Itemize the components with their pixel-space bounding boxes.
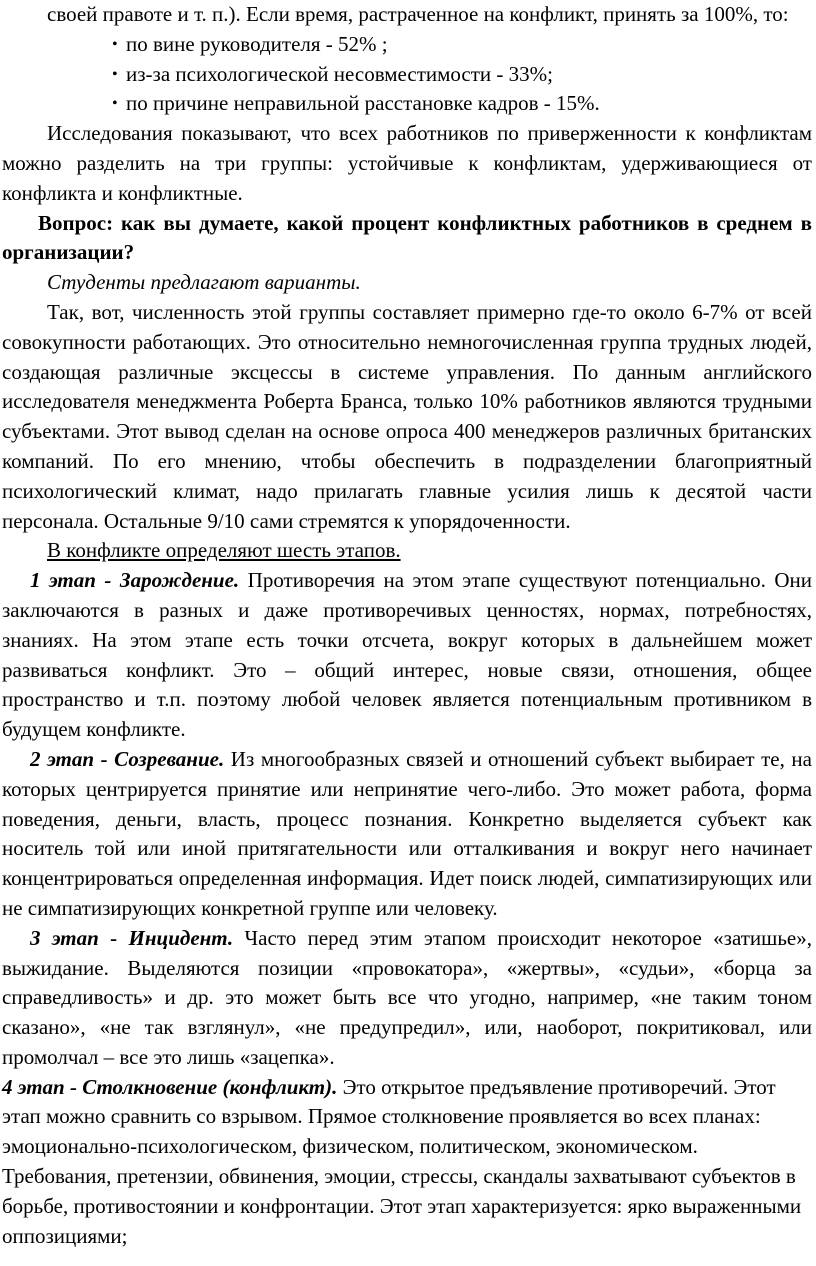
stage-3-text: Часто перед этим этапом происходит некоторое «затишье», выжидание. Выделяются позиции «провокатора», «жертвы», «судьи», «борца за справедливость» и др. это может быть все что угодно, например, «не таким тоном сказано», «не так взглянул», «не предупредил», или, наоборот, покритиковал, или промолчал – все это лишь «зацепка». — [2, 925, 812, 1069]
stage-1-text: Противоречия на этом этапе существуют потенциально. Они заключаются в разных и даже противоречивых ценностях, нормах, потребностях, знаниях. На этом этапе есть точки отсчета, вокруг которых в дальнейшем может развиваться конфликт. Это – общий интерес, новые связи, отношения, общее пространство и т.п. поэтому любой человек является потенциальным противником в будущем конфликте. — [2, 568, 812, 742]
stage-3-label: 3 этап - Инцидент. — [30, 925, 234, 950]
group-size-paragraph: Так, вот, численность этой группы составляет примерно где-то около 6-7% от всей совокупности работающих. Это относительно немногочисленная группа трудных людей, создающая различные эксцессы в системе управления. По данным английского исследователя менеджмента Роберта Бранса, только 10% работников являются трудными субъектами. Этот вывод сделан на основе опроса 400 менеджеров различных британских компаний. По его мнению, чтобы обеспечить в подразделении благоприятный психологический климат, надо прилагать главные усилия лишь к десятой части персонала. Остальные 9/10 сами стремятся к упорядоченности. — [2, 299, 812, 533]
stage-2-label: 2 этап - Созревание. — [30, 746, 225, 771]
stage-2-paragraph — [2, 745, 812, 924]
stages-heading — [2, 536, 812, 566]
stage-3-paragraph — [2, 924, 812, 1073]
question-paragraph: Вопрос: как вы думаете, какой процент конфликтных работников в среднем в организации? — [2, 210, 812, 265]
conflict-time-list — [2, 30, 812, 119]
research-paragraph: Исследования показывают, что всех работников по приверженности к конфликтам можно разделить на три группы: устойчивые к конфликтам, удерживающиеся от конфликта и конфликтные. — [2, 121, 812, 205]
stage-1-label: 1 этап - Зарождение. — [30, 568, 240, 593]
list-item: • по причине неправильной расстановке кадров - 15%. — [112, 89, 812, 119]
stage-2-text: Из многообразных связей и отношений субъект выбирает те, на которых центрируется принятие или непринятие чего-либо. Это может работа, форма поведения, деньги, власть, процесс познания. Конкретно выделяется субъект как носитель той или иной притягательности или отталкивания и вокруг него начинает концентрироваться определенная информация. Идет поиск людей, симпатизирующих или не симпатизирующих конкретной группе или человеку. — [2, 746, 812, 920]
list-item: • по вине руководителя - 52% ; — [112, 30, 812, 60]
stage-1-paragraph — [2, 566, 812, 745]
list-item: • из-за психологической несовместимости - 33%; — [112, 60, 812, 90]
stages-heading-text: В конфликте определяют шесть этапов. — [47, 538, 401, 563]
stage-4-text: Это открытое предъявление противоречий. Этот этап можно сравнить со взрывом. Прямое столкновение проявляется во всех планах: эмоционально-психологическом, физическом, политическом, экономическом. Требования, претензии, обвинения, эмоции, стрессы, скандалы захватывают субъектов в борьбе, противостоянии и конфронтации. Этот этап характеризуется: ярко выраженными оппозициями; — [2, 1074, 802, 1248]
students-note-text: Студенты предлагают варианты — [47, 270, 356, 295]
stage-4-label: 4 этап - Столкновение (конфликт). — [2, 1074, 338, 1099]
intro-paragraph: своей правоте и т. п.). Если время, растраченное на конфликт, принять за 100%, то: — [47, 2, 789, 26]
students-note: Студенты предлагают варианты. — [47, 270, 361, 295]
stage-4-paragraph — [2, 1073, 812, 1252]
